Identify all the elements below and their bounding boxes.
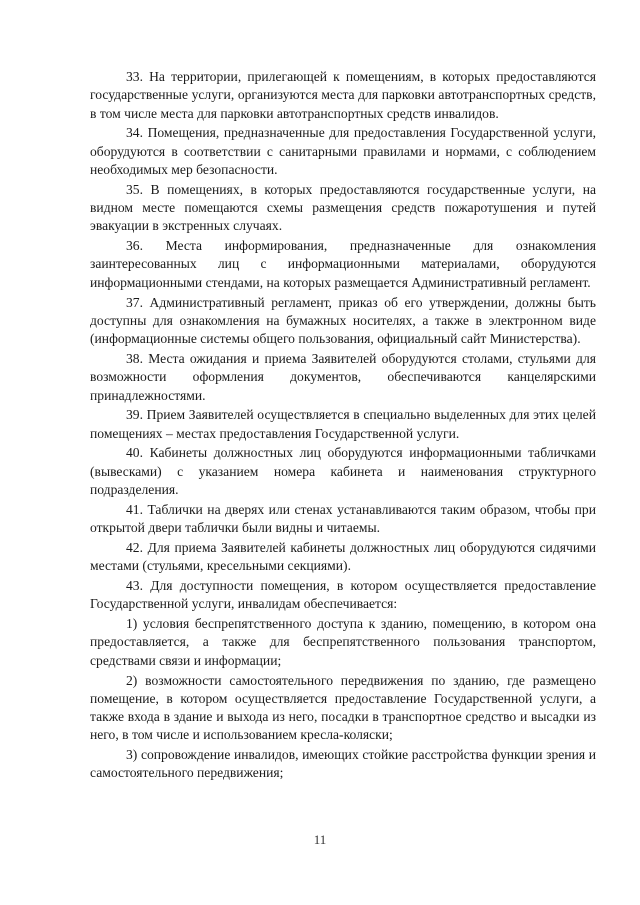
subitem-2: 2) возможности самостоятельного передвижения по зданию, где размещено помещение, в котором осуществляется предоставление Государственной услуги, а также входа в здание и выхода из него, посадки в транспортное средство и высадки из него, в том числе и использованием кресла-коляски; xyxy=(90,672,596,743)
page-number: 11 xyxy=(313,832,327,847)
paragraph-37: 37. Административный регламент, приказ об его утверждении, должны быть доступны для ознакомления на бумажных носителях, а также в электронном виде (информационные системы общего пользования, официальный сайт Министерства). xyxy=(90,294,596,347)
paragraph-41: 41. Таблички на дверях или стенах устанавливаются таким образом, чтобы при открытой двери таблички были видны и читаемы. xyxy=(90,501,596,536)
subitem-3: 3) сопровождение инвалидов, имеющих стойкие расстройства функции зрения и самостоятельного передвижения; xyxy=(90,747,596,781)
paragraph-35: 35. В помещениях, в которых предоставляются государственные услуги, на видном месте помещаются схемы размещения средств пожаротушения и путей эвакуации в экстренных случаях. xyxy=(90,181,596,234)
document-body xyxy=(90,68,596,784)
paragraph-42: 42. Для приема Заявителей кабинеты должностных лиц оборудуются сидячими местами (стульями, кресельными секциями). xyxy=(90,539,596,574)
subitem-1: 1) условия беспрепятственного доступа к зданию, помещению, в котором она предоставляется, а также для беспрепятственного пользования транспортом, средствами связи и информации; xyxy=(90,616,596,668)
paragraph-38: 38. Места ожидания и приема Заявителей оборудуются столами, стульями для возможности оформления документов, обеспечиваются канцелярскими принадлежностями. xyxy=(90,350,596,403)
paragraph-43: 43. Для доступности помещения, в котором осуществляется предоставление Государственной услуги, инвалидам обеспечивается: xyxy=(90,578,596,612)
paragraph-34: 34. Помещения, предназначенные для предоставления Государственной услуги, оборудуются в соответствии с санитарными правилами и нормами, с соблюдением необходимых мер безопасности. xyxy=(90,125,596,177)
paragraph-39: 39. Прием Заявителей осуществляется в специально выделенных для этих целей помещениях – местах предоставления Государственной услуги. xyxy=(90,407,596,441)
paragraph-33: 33. На территории, прилегающей к помещениям, в которых предоставляются государственные услуги, организуются места для парковки автотранспортных средств, в том числе места для парковки автотранспортных средств инвалидов. xyxy=(90,69,596,121)
paragraph-36: 36. Места информирования, предназначенные для ознакомления заинтересованных лиц с информационными материалами, оборудуются информационными стендами, на которых размещается Административный регламент. xyxy=(90,238,596,290)
paragraph-40: 40. Кабинеты должностных лиц оборудуются информационными табличками (вывесками) с указанием номера кабинета и наименования структурного подразделения. xyxy=(90,445,596,498)
